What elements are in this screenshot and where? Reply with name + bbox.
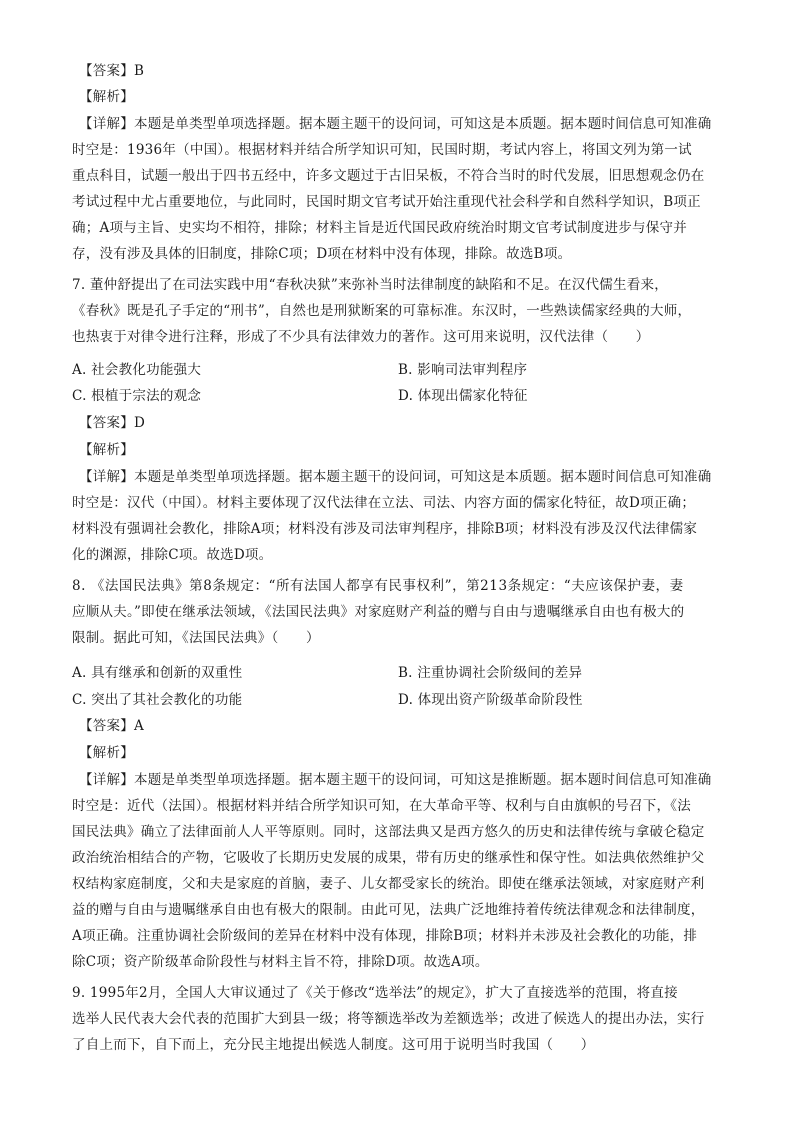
question-stem-line: 限制。据此可知，《法国民法典》（ ） xyxy=(72,630,320,646)
answer-line: 【答案】D xyxy=(79,415,146,431)
analysis-heading: 【解析】 xyxy=(79,89,134,105)
detail-line: A项正确。注重协调社会阶级间的差异在材料中没有体现，排除B项；材料并未涉及社会教化的功能，排 xyxy=(72,928,698,944)
question-stem-line: 《春秋》既是孔子手定的“刑书”，自然也是刑狱断案的可靠标准。东汉时，一些熟读儒家经典的大师， xyxy=(72,303,692,319)
option-a: A. 社会教化功能强大 xyxy=(72,362,202,378)
option-b: B. 注重协调社会阶级间的差异 xyxy=(398,665,583,681)
answer-line: 【答案】B xyxy=(79,63,145,79)
analysis-heading: 【解析】 xyxy=(79,442,134,458)
option-a: A. 具有继承和创新的双重性 xyxy=(72,665,243,681)
detail-line: 时空是：近代（法国）。根据材料并结合所学知识可知，在大革命平等、权利与自由旗帜的号召下，《法 xyxy=(72,798,691,814)
detail-line: 【详解】本题是单类型单项选择题。据本题主题干的设问词，可知这是本质题。据本题时间信息可知准确 xyxy=(79,469,712,485)
detail-line: 考试过程中尤占重要地位，与此同时，民国时期文官考试开始注重现代社会科学和自然科学知识，B项正 xyxy=(72,194,701,210)
question-stem-line: 9. 1995年2月，全国人大审议通过了《关于修改“选举法”的规定》，扩大了直接选举的范围，将直接 xyxy=(72,985,678,1001)
option-d: D. 体现出儒家化特征 xyxy=(398,388,528,404)
detail-line: 重点科目，试题一般出于四书五经中，许多文题过于古旧呆板，不符合当时的时代发展，旧思想观念仍在 xyxy=(72,168,705,184)
answer-line: 【答案】A xyxy=(79,718,144,734)
detail-line: 政治统治相结合的产物，它吸收了长期历史发展的成果，带有历史的继承性和保守性。如法典依然维护父 xyxy=(72,850,705,866)
detail-line: 时空是：汉代（中国）。材料主要体现了汉代法律在立法、司法、内容方面的儒家化特征，故D项正确； xyxy=(72,495,696,511)
question-stem-line: 也热衷于对律令进行注释，形成了不少具有法律效力的著作。这可用来说明，汉代法律（ ） xyxy=(72,329,650,345)
question-stem-line: 应顺从夫。”即使在继承法领域，《法国民法典》对家庭财产利益的赠与自由与遗嘱继承自由也有极大的 xyxy=(72,604,685,620)
question-stem-line: 了自上而下，自下而上，充分民主地提出候选人制度。这可用于说明当时我国（ ） xyxy=(72,1037,595,1053)
detail-line: 益的赠与自由与遗嘱继承自由也有极大的限制。由此可见，法典广泛地维持着传统法律观念和法律制度， xyxy=(72,902,705,918)
option-c: C. 突出了其社会教化的功能 xyxy=(72,692,243,708)
option-d: D. 体现出资产阶级革命阶段性 xyxy=(398,692,583,708)
analysis-heading: 【解析】 xyxy=(79,745,134,761)
detail-line: 时空是：1936年（中国）。根据材料并结合所学知识可知，民国时期，考试内容上，将国文列为第一试 xyxy=(72,142,692,158)
detail-line: 权结构家庭制度，父和夫是家庭的首脑，妻子、儿女都受家长的统治。即使在继承法领域，对家庭财产利 xyxy=(72,876,705,892)
detail-line: 确；A项与主旨、史实均不相符，排除；材料主旨是近代国民政府统治时期文官考试制度进步与保守并 xyxy=(72,220,687,236)
detail-line: 材料没有强调社会教化，排除A项；材料没有涉及司法审判程序，排除B项；材料没有涉及汉代法律儒家 xyxy=(72,521,698,537)
question-stem-line: 8. 《法国民法典》第8条规定：“所有法国人都享有民事权利”，第213条规定：“夫应该保护妻，妻 xyxy=(72,578,684,594)
question-stem-line: 选举人民代表大会代表的范围扩大到县一级；将等额选举改为差额选举；改进了候选人的提出办法，实行 xyxy=(72,1011,705,1027)
detail-line: 【详解】本题是单类型单项选择题。据本题主题干的设问词，可知这是推断题。据本题时间信息可知准确 xyxy=(79,772,712,788)
question-stem-line: 7. 董仲舒提出了在司法实践中用“春秋决狱”来弥补当时法律制度的缺陷和不足。在汉代儒生看来， xyxy=(72,277,668,293)
detail-line: 除C项；资产阶级革命阶段性与材料主旨不符，排除D项。故选A项。 xyxy=(72,954,489,970)
option-c: C. 根植于宗法的观念 xyxy=(72,388,202,404)
detail-line: 国民法典》确立了法律面前人人平等原则。同时，这部法典又是西方悠久的历史和法律传统与拿破仑稳定 xyxy=(72,824,705,840)
detail-line: 【详解】本题是单类型单项选择题。据本题主题干的设问词，可知这是本质题。据本题时间信息可知准确 xyxy=(79,116,712,132)
option-b: B. 影响司法审判程序 xyxy=(398,362,528,378)
detail-line: 化的渊源，排除C项。故选D项。 xyxy=(72,547,273,563)
detail-line: 存，没有涉及具体的旧制度，排除C项；D项在材料中没有体现，排除。故选B项。 xyxy=(72,246,572,262)
